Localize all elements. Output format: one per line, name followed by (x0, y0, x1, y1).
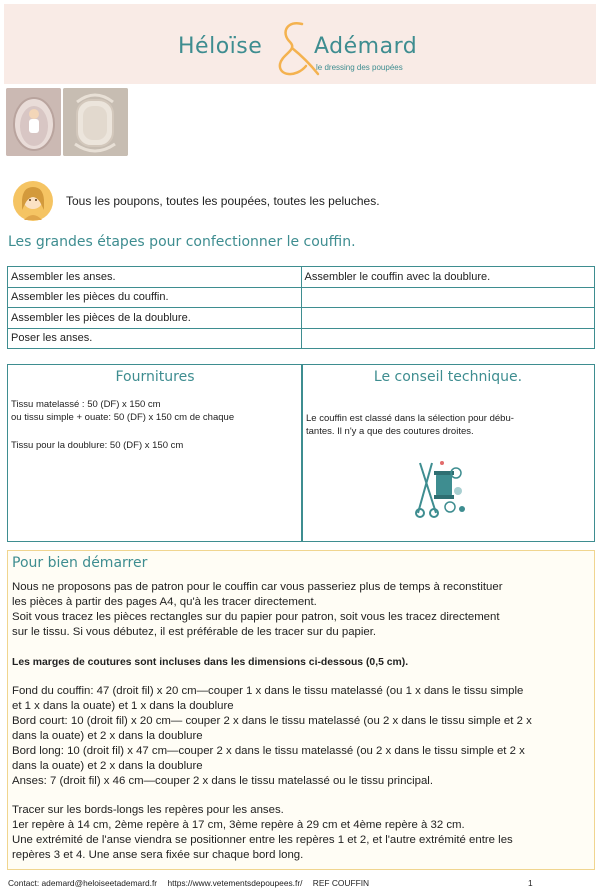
dimension-line: et 1 x dans la ouate) et 1 x dans la doublure (12, 700, 234, 712)
table-cell (301, 287, 595, 308)
table-cell: Assembler les pièces du couffin. (8, 287, 302, 308)
product-photo-couffin (63, 88, 128, 156)
brand-logo (174, 18, 434, 78)
intro-text: Tous les poupons, toutes les poupées, toutes les peluches. (66, 194, 380, 208)
table-row (8, 328, 595, 349)
brand-tagline: le dressing des poupées (316, 63, 403, 72)
steps-table (7, 266, 595, 349)
start-paragraph-line: sur le tissu. Si vous débutez, il est préférable de les tracer sur du papier. (12, 626, 377, 638)
table-cell: Assembler les pièces de la doublure. (8, 308, 302, 329)
fournitures-line: Tissu matelassé : 50 (DF) x 150 cm (11, 399, 161, 410)
conseil-line: tantes. Il n'y a que des coutures droites. (306, 426, 474, 437)
dimension-line: Bord long: 10 (droit fil) x 47 cm—couper 2 x dans le tissu matelassé (ou 2 x dans le tissu simple et 2 x (12, 745, 525, 757)
repere-line: 1er repère à 14 cm, 2ème repère à 17 cm, 3ème repère à 29 cm et 4ème repère à 32 cm. (12, 819, 465, 831)
table-cell: Assembler le couffin avec la doublure. (301, 267, 595, 288)
fournitures-line: ou tissu simple + ouate: 50 (DF) x 150 cm de chaque (11, 412, 235, 423)
conseil-title: Le conseil technique. (373, 369, 523, 385)
fournitures-title: Fournitures (115, 369, 195, 385)
brand-name-right: Adémard (314, 34, 418, 59)
footer-url[interactable]: https://www.vetementsdepoupees.fr/ (167, 878, 303, 888)
product-photo-doll (6, 88, 61, 156)
table-cell: Assembler les anses. (8, 267, 302, 288)
dimension-line: Anses: 7 (droit fil) x 46 cm—couper 2 x dans le tissu matelassé ou le tissu principal. (12, 775, 434, 787)
table-row (8, 267, 595, 288)
footer-contact: Contact: ademard@heloiseetademard.fr (8, 878, 158, 888)
marges-note: Les marges de coutures sont incluses dans les dimensions ci-dessous (0,5 cm). (12, 657, 409, 668)
page-number: 1 (528, 878, 533, 888)
dimension-line: dans la ouate) et 2 x dans la doublure (12, 730, 203, 742)
brand-name-left: Héloïse (178, 34, 263, 59)
table-row (8, 308, 595, 329)
header-banner (4, 4, 596, 84)
ampersand-logo-icon (262, 18, 322, 80)
start-title: Pour bien démarrer (12, 555, 148, 571)
table-cell (301, 328, 595, 349)
start-section (7, 550, 595, 870)
doll-avatar-icon (12, 180, 54, 222)
repere-line: Tracer sur les bords-longs les repères pour les anses. (12, 804, 284, 816)
steps-title: Les grandes étapes pour confectionner le couffin. (8, 234, 356, 250)
fournitures-box (7, 364, 303, 542)
start-paragraph-line: Nous ne proposons pas de patron pour le couffin car vous passeriez plus de temps à reconstituer (12, 581, 503, 593)
table-cell (301, 308, 595, 329)
conseil-box (301, 364, 595, 542)
conseil-line: Le couffin est classé dans la sélection pour débu- (306, 413, 514, 424)
repere-line: Une extrémité de l'anse viendra se positionner entre les repères 1 et 2, et l'autre extrémité entre les (12, 834, 513, 846)
table-cell: Poser les anses. (8, 328, 302, 349)
footer (8, 878, 377, 888)
fournitures-line: Tissu pour la doublure: 50 (DF) x 150 cm (11, 440, 184, 451)
dimension-line: Fond du couffin: 47 (droit fil) x 20 cm—couper 1 x dans le tissu matelassé (ou 1 x dans le tissu simple (12, 685, 524, 697)
repere-line: repères 3 et 4. Une anse sera fixée sur chaque bord long. (12, 849, 304, 861)
start-paragraph-line: Soit vous tracez les pièces rectangles sur du papier pour patron, soit vous les tracez directement (12, 611, 500, 623)
dimension-line: dans la ouate) et 2 x dans la doublure (12, 760, 203, 772)
dimension-line: Bord court: 10 (droit fil) x 20 cm— couper 2 x dans le tissu matelassé (ou 2 x dans le tissu simple et 2 x (12, 715, 532, 727)
start-paragraph-line: les pièces à partir des pages A4, qu'à les tracer directement. (12, 596, 317, 608)
sewing-tools-icon (414, 459, 466, 519)
footer-ref: REF COUFFIN (312, 878, 370, 888)
table-row (8, 287, 595, 308)
